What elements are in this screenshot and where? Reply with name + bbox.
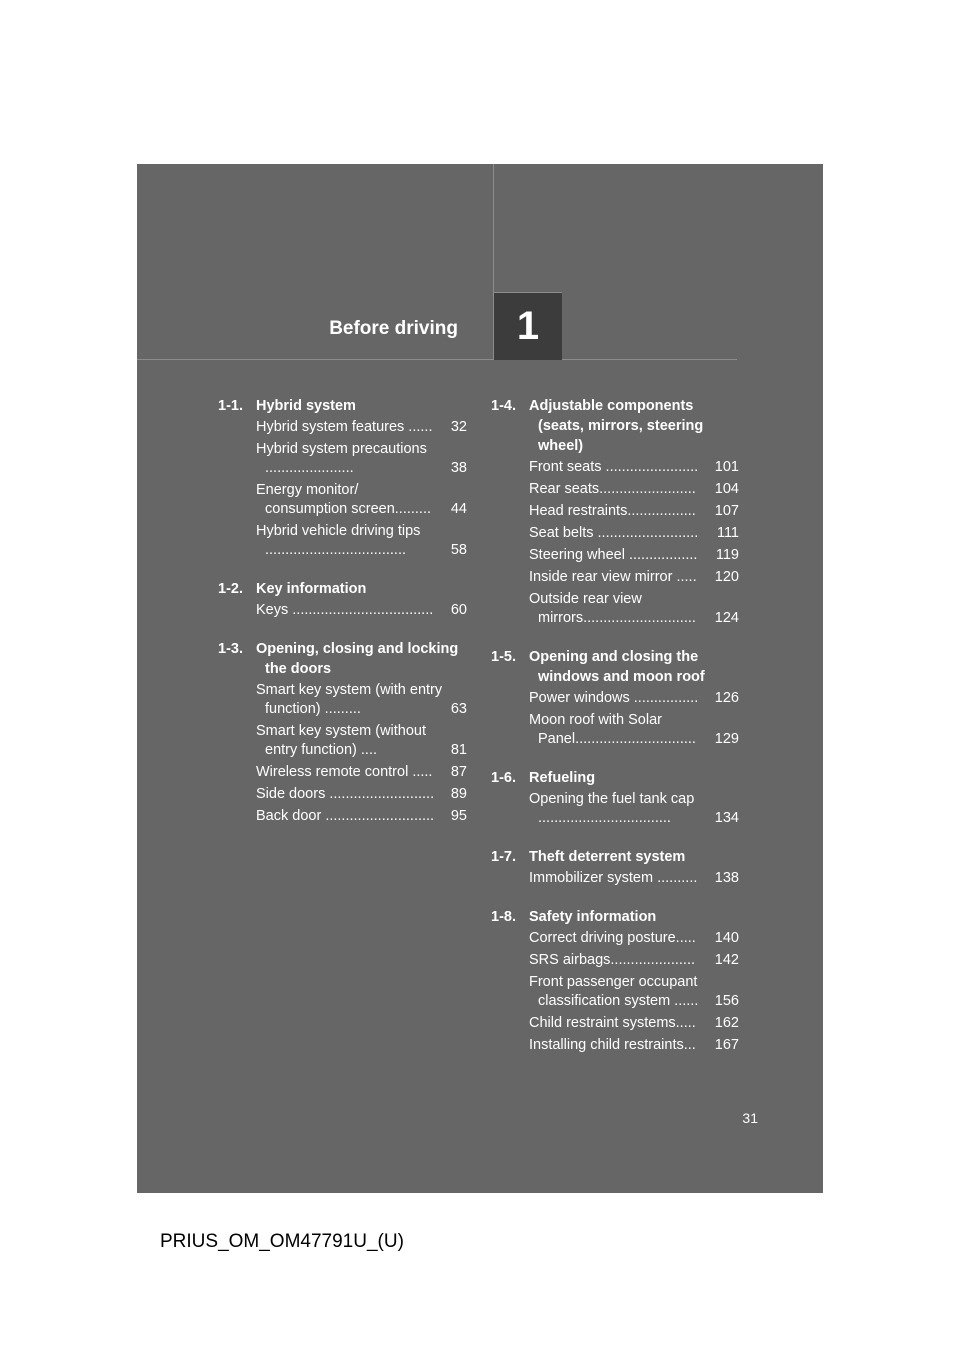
toc-entry-title: Rear seats........................ [529,481,696,497]
section-title: Adjustable components (seats, mirrors, steering wheel) [529,398,704,454]
toc-section [491,768,739,828]
toc-entry[interactable] [491,790,739,828]
toc-entry-title: Hybrid system precautions ...................... [256,441,427,476]
toc-entry-title: Front passenger occupant classification system ...... [529,974,699,1009]
toc-entry-title: Side doors .......................... [256,786,435,802]
toc-entry-page: 95 [450,808,467,824]
section-heading[interactable] [491,847,739,867]
toc-entry-title: Hybrid vehicle driving tips ................................... [256,523,421,558]
toc-entry-page: 124 [714,610,739,626]
section-heading[interactable] [218,396,467,416]
toc-right-column [491,396,739,1074]
toc-entry-title: Opening the fuel tank cap ................................. [529,791,695,826]
toc-entry-page: 126 [714,690,739,706]
toc-entry[interactable] [491,546,739,565]
section-items [491,790,739,828]
section-title: Opening and closing the windows and moon roof [529,649,705,685]
toc-entry[interactable] [218,418,467,437]
toc-entry[interactable] [491,1036,739,1055]
chapter-number-tab [493,292,562,360]
section-items [218,418,467,560]
toc-entry[interactable] [491,480,739,499]
section-heading[interactable] [218,579,467,599]
toc-entry-title: Front seats ....................... [529,459,699,475]
toc-entry-title: Wireless remote control ..... [256,764,433,780]
toc-entry[interactable] [491,951,739,970]
document-code: PRIUS_OM_OM47791U_(U) [160,1231,404,1252]
toc-entry-page: 140 [714,930,739,946]
section-number: 1-4. [491,398,516,414]
toc-entry-page: 107 [714,503,739,519]
toc-entry[interactable] [491,1014,739,1033]
toc-entry[interactable] [218,763,467,782]
toc-entry-page: 101 [714,459,739,475]
toc-entry-page: 129 [714,731,739,747]
toc-entry[interactable] [218,785,467,804]
toc-entry[interactable] [491,524,739,543]
toc-section [218,639,467,826]
toc-entry[interactable] [491,590,739,628]
section-items [218,681,467,826]
toc-entry-title: Correct driving posture..... [529,930,696,946]
toc-entry-page: 111 [716,525,739,541]
toc-entry-page: 156 [714,993,739,1009]
section-items [491,869,739,888]
chapter-number: 1 [516,304,540,348]
divider-horizontal [137,359,737,360]
section-number: 1-6. [491,770,516,786]
toc-entry-page: 81 [450,742,467,758]
toc-entry-title: Hybrid system features ...... [256,419,433,435]
toc-entry[interactable] [491,502,739,521]
section-title: Refueling [529,770,596,786]
section-title: Theft deterrent system [529,849,686,865]
toc-entry-page: 120 [714,569,739,585]
toc-entry[interactable] [491,689,739,708]
section-title: Key information [256,581,367,597]
section-title: Safety information [529,909,657,925]
toc-entry-page: 58 [450,542,467,558]
section-items [491,929,739,1055]
toc-entry-title: Head restraints................. [529,503,696,519]
toc-entry-page: 162 [714,1015,739,1031]
toc-entry-page: 138 [714,870,739,886]
toc-entry-page: 167 [714,1037,739,1053]
toc-entry[interactable] [491,711,739,749]
toc-left-column [218,396,467,845]
toc-entry-title: Energy monitor/ consumption screen......... [256,482,432,517]
section-number: 1-7. [491,849,516,865]
section-items [491,689,739,749]
section-number: 1-5. [491,649,516,665]
toc-entry-page: 89 [450,786,467,802]
toc-entry[interactable] [491,568,739,587]
toc-entry-page: 104 [714,481,739,497]
toc-section [218,579,467,620]
toc-section [491,907,739,1055]
toc-entry-page: 87 [450,764,467,780]
toc-entry-title: Smart key system (without entry function) .... [256,723,427,758]
toc-entry-title: Seat belts ......................... [529,525,699,541]
toc-entry-title: Immobilizer system .......... [529,870,698,886]
toc-entry[interactable] [491,929,739,948]
toc-entry-title: Installing child restraints... [529,1037,696,1053]
toc-section [491,396,739,628]
section-heading[interactable] [491,396,739,456]
toc-entry-page: 60 [450,602,467,618]
toc-entry[interactable] [491,973,739,1011]
toc-entry-title: Keys ................................... [256,602,434,618]
toc-entry-title: Power windows ................ [529,690,699,706]
chapter-title: Before driving [329,318,458,339]
section-heading[interactable] [491,907,739,927]
toc-entry-title: SRS airbags..................... [529,952,695,968]
toc-entry-title: Back door ........................... [256,808,435,824]
divider-vertical [493,164,494,292]
toc-entry-page: 38 [450,460,467,476]
toc-entry[interactable] [491,869,739,888]
toc-entry[interactable] [218,681,467,719]
toc-entry-page: 32 [450,419,467,435]
toc-entry[interactable] [218,522,467,560]
toc-section [491,647,739,749]
toc-entry-page: 44 [450,501,467,517]
toc-section [218,396,467,560]
page-number: 31 [742,1110,758,1126]
section-heading[interactable] [491,647,739,687]
section-items [218,601,467,620]
toc-section [491,847,739,888]
section-title: Hybrid system [256,398,356,414]
toc-entry-title: Steering wheel ................. [529,547,698,563]
toc-entry-title: Moon roof with Solar Panel.............................. [529,712,696,747]
toc-entry-page: 142 [714,952,739,968]
section-number: 1-2. [218,581,243,597]
section-items [491,458,739,628]
toc-entry[interactable] [218,481,467,519]
toc-entry-page: 63 [450,701,467,717]
toc-entry-title: Inside rear view mirror ..... [529,569,697,585]
toc-entry[interactable] [218,440,467,478]
section-title: Opening, closing and locking the doors [256,641,459,677]
section-number: 1-1. [218,398,243,414]
toc-entry[interactable] [218,722,467,760]
toc-entry-page: 134 [714,810,739,826]
toc-entry-title: Child restraint systems..... [529,1015,696,1031]
toc-entry[interactable] [218,807,467,826]
section-heading[interactable] [218,639,467,679]
toc-entry[interactable] [491,458,739,477]
toc-entry[interactable] [218,601,467,620]
section-number: 1-3. [218,641,243,657]
toc-entry-page: 119 [715,547,739,563]
section-number: 1-8. [491,909,516,925]
toc-entry-title: Smart key system (with entry function) ......... [256,682,443,717]
toc-entry-title: Outside rear view mirrors............................ [529,591,696,626]
section-heading[interactable] [491,768,739,788]
